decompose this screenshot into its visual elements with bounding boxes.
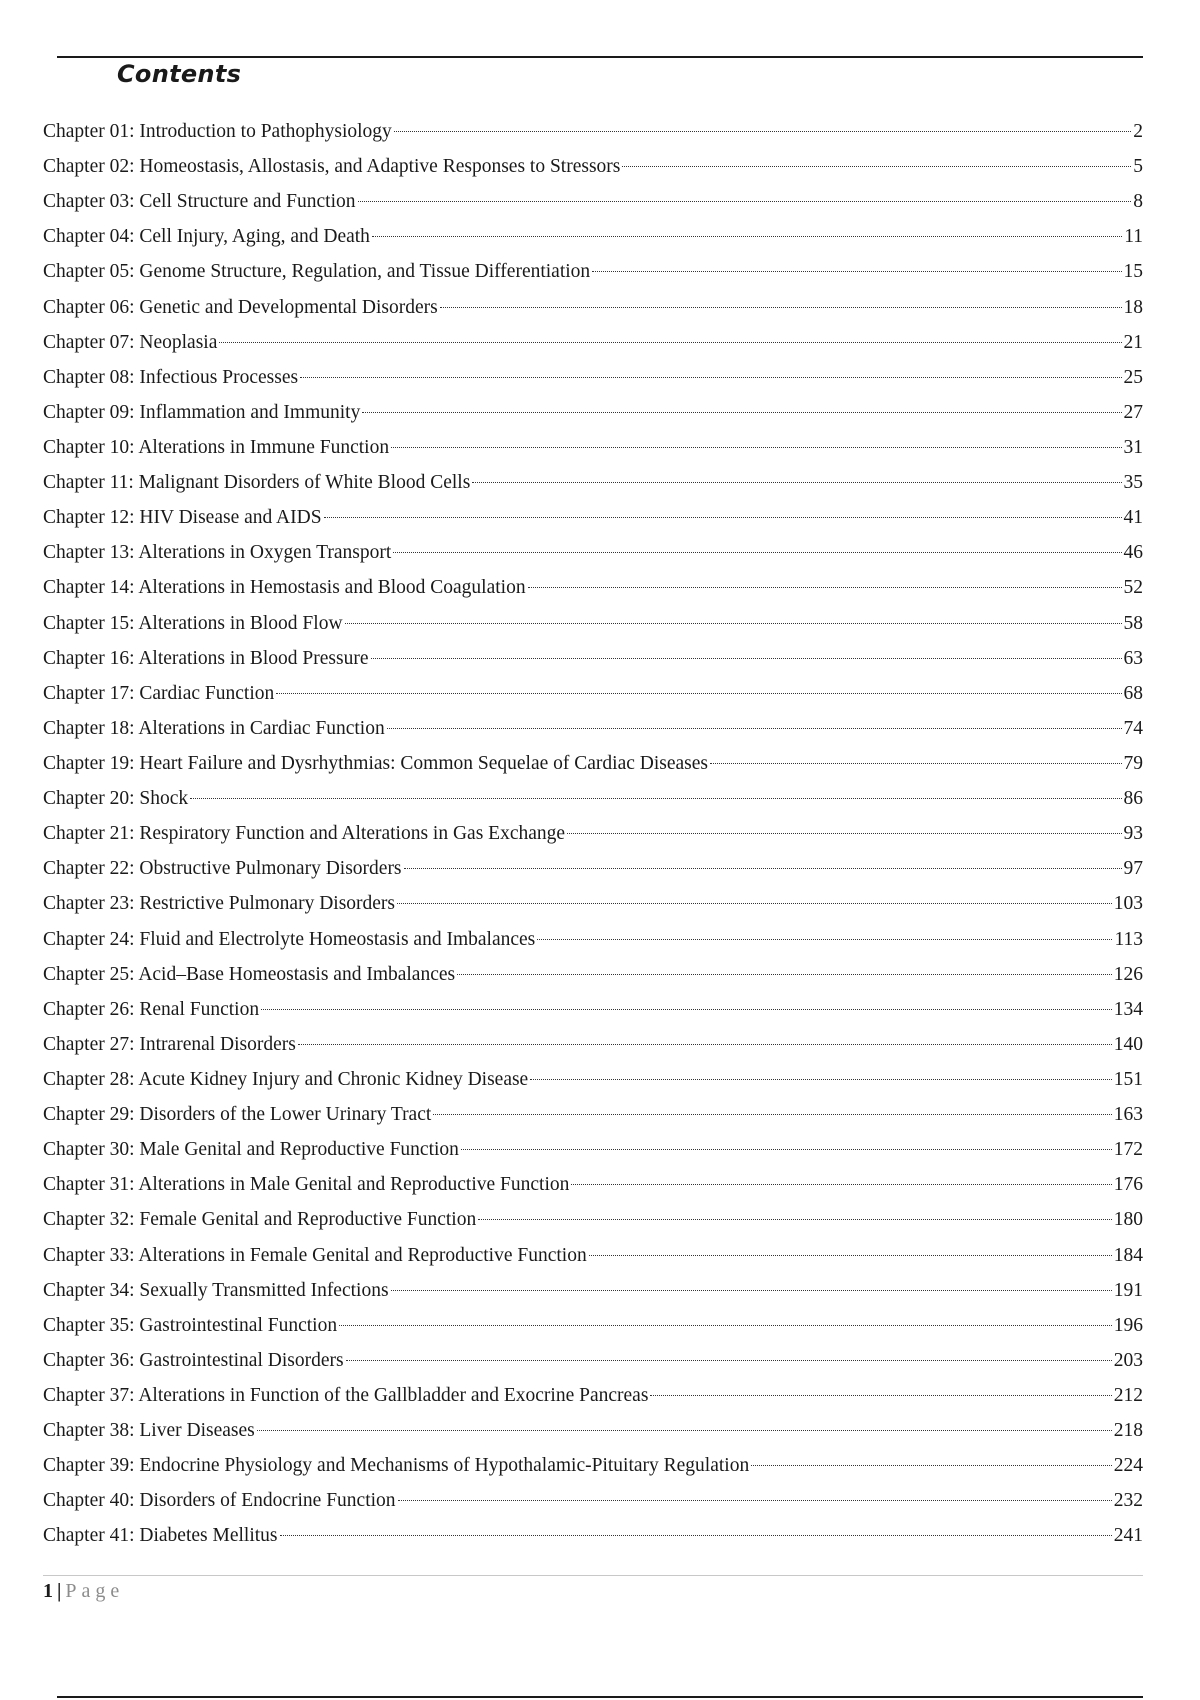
toc-entry-title: Chapter 21: Respiratory Function and Alterations in Gas Exchange	[43, 823, 566, 845]
toc-entry-page: 180	[1113, 1209, 1143, 1231]
toc-entry[interactable]	[43, 957, 1143, 992]
toc-entry-page: 41	[1123, 507, 1143, 529]
toc-entry[interactable]	[43, 1238, 1143, 1273]
toc-entry[interactable]	[43, 1378, 1143, 1413]
dot-leader	[280, 1535, 1112, 1536]
table-of-contents	[43, 114, 1143, 1553]
toc-entry-title: Chapter 19: Heart Failure and Dysrhythmias: Common Sequelae of Cardiac Diseases	[43, 752, 708, 774]
page-number: 1	[43, 1580, 53, 1602]
dot-leader	[433, 1114, 1111, 1115]
toc-entry[interactable]	[43, 1132, 1143, 1167]
dot-leader	[457, 974, 1112, 975]
toc-entry-page: 184	[1113, 1244, 1143, 1266]
toc-entry[interactable]	[43, 1273, 1143, 1308]
toc-entry-page: 8	[1133, 191, 1143, 213]
toc-entry[interactable]	[43, 1413, 1143, 1448]
toc-entry-title: Chapter 40: Disorders of Endocrine Function	[43, 1490, 396, 1512]
toc-entry-page: 58	[1123, 612, 1143, 634]
toc-entry-page: 68	[1123, 682, 1143, 704]
dot-leader	[261, 1009, 1112, 1010]
footer-separator: |	[57, 1580, 62, 1602]
toc-entry-page: 103	[1113, 893, 1143, 915]
toc-entry[interactable]	[43, 781, 1143, 816]
dot-leader	[393, 552, 1121, 553]
toc-entry-page: 212	[1113, 1384, 1143, 1406]
dot-leader	[371, 658, 1122, 659]
dot-leader	[710, 763, 1122, 764]
dot-leader	[257, 1430, 1112, 1431]
dot-leader	[567, 833, 1121, 834]
toc-entry-title: Chapter 11: Malignant Disorders of White Blood Cells	[43, 472, 471, 494]
dot-leader	[362, 412, 1121, 413]
toc-entry-page: 163	[1113, 1104, 1143, 1126]
toc-entry-title: Chapter 26: Renal Function	[43, 998, 260, 1020]
toc-entry[interactable]	[43, 746, 1143, 781]
page-label: Page	[65, 1580, 125, 1602]
dot-leader	[589, 1255, 1112, 1256]
toc-entry-page: 203	[1113, 1349, 1143, 1371]
toc-entry-page: 113	[1114, 928, 1143, 950]
dot-leader	[751, 1465, 1112, 1466]
toc-entry[interactable]	[43, 922, 1143, 957]
dot-leader	[530, 1079, 1112, 1080]
toc-entry-title: Chapter 18: Alterations in Cardiac Function	[43, 717, 385, 739]
toc-entry-page: 218	[1113, 1420, 1143, 1442]
toc-entry[interactable]	[43, 676, 1143, 711]
dot-leader	[358, 201, 1132, 202]
toc-entry-page: 172	[1113, 1139, 1143, 1161]
toc-entry-title: Chapter 17: Cardiac Function	[43, 682, 275, 704]
toc-entry[interactable]	[43, 1062, 1143, 1097]
toc-entry-page: 126	[1113, 963, 1143, 985]
toc-entry-title: Chapter 32: Female Genital and Reproductive Function	[43, 1209, 477, 1231]
toc-entry[interactable]	[43, 992, 1143, 1027]
toc-entry-page: 11	[1124, 226, 1143, 248]
dot-leader	[190, 798, 1121, 799]
toc-entry-page: 196	[1113, 1314, 1143, 1336]
toc-entry[interactable]	[43, 395, 1143, 430]
dot-leader	[461, 1149, 1112, 1150]
dot-leader	[394, 131, 1131, 132]
dot-leader	[478, 1219, 1112, 1220]
toc-entry[interactable]	[43, 1027, 1143, 1062]
dot-leader	[300, 377, 1121, 378]
dot-leader	[219, 342, 1121, 343]
dot-leader	[346, 1360, 1112, 1361]
dot-leader	[398, 1500, 1112, 1501]
toc-entry-page: 46	[1123, 542, 1143, 564]
toc-entry[interactable]	[43, 641, 1143, 676]
dot-leader	[391, 447, 1121, 448]
toc-entry-title: Chapter 02: Homeostasis, Allostasis, and Adaptive Responses to Stressors	[43, 156, 621, 178]
bottom-rule	[57, 1696, 1143, 1698]
toc-entry-title: Chapter 37: Alterations in Function of the Gallbladder and Exocrine Pancreas	[43, 1384, 649, 1406]
toc-entry-title: Chapter 39: Endocrine Physiology and Mechanisms of Hypothalamic-Pituitary Regulation	[43, 1455, 750, 1477]
toc-entry[interactable]	[43, 886, 1143, 921]
toc-entry-title: Chapter 07: Neoplasia	[43, 331, 218, 353]
toc-entry[interactable]	[43, 816, 1143, 851]
toc-entry[interactable]	[43, 500, 1143, 535]
toc-entry-page: 15	[1123, 261, 1143, 283]
toc-entry-title: Chapter 41: Diabetes Mellitus	[43, 1525, 278, 1547]
toc-entry-title: Chapter 16: Alterations in Blood Pressure	[43, 647, 369, 669]
toc-entry-page: 35	[1123, 472, 1143, 494]
page-title: Contents	[117, 60, 242, 88]
toc-entry-page: 79	[1123, 752, 1143, 774]
toc-entry-page: 134	[1113, 998, 1143, 1020]
toc-entry-title: Chapter 01: Introduction to Pathophysiology	[43, 121, 392, 142]
toc-entry-page: 191	[1113, 1279, 1143, 1301]
toc-entry-page: 18	[1123, 296, 1143, 318]
toc-entry[interactable]	[43, 1202, 1143, 1237]
dot-leader	[298, 1044, 1112, 1045]
toc-entry-title: Chapter 15: Alterations in Blood Flow	[43, 612, 343, 634]
toc-entry-title: Chapter 36: Gastrointestinal Disorders	[43, 1349, 344, 1371]
page-footer	[43, 1578, 124, 1604]
toc-entry-page: 224	[1113, 1455, 1143, 1477]
toc-entry-title: Chapter 03: Cell Structure and Function	[43, 191, 356, 213]
toc-entry[interactable]	[43, 1483, 1143, 1518]
toc-entry[interactable]	[43, 254, 1143, 289]
toc-entry-title: Chapter 34: Sexually Transmitted Infections	[43, 1279, 389, 1301]
toc-entry-page: 176	[1113, 1174, 1143, 1196]
toc-entry-page: 151	[1113, 1068, 1143, 1090]
dot-leader	[592, 271, 1121, 272]
dot-leader	[345, 623, 1122, 624]
toc-entry-page: 25	[1123, 366, 1143, 388]
toc-entry-title: Chapter 33: Alterations in Female Genital and Reproductive Function	[43, 1244, 587, 1266]
dot-leader	[276, 693, 1121, 694]
toc-entry[interactable]	[43, 465, 1143, 500]
dot-leader	[472, 482, 1121, 483]
header-rule	[57, 56, 1143, 58]
toc-entry[interactable]	[43, 1308, 1143, 1343]
toc-entry[interactable]	[43, 219, 1143, 254]
toc-entry[interactable]	[43, 1167, 1143, 1202]
dot-leader	[339, 1325, 1112, 1326]
toc-entry-title: Chapter 22: Obstructive Pulmonary Disorders	[43, 858, 402, 880]
toc-entry-title: Chapter 24: Fluid and Electrolyte Homeostasis and Imbalances	[43, 928, 536, 950]
toc-entry-page: 31	[1123, 436, 1143, 458]
toc-entry-title: Chapter 35: Gastrointestinal Function	[43, 1314, 338, 1336]
dot-leader	[387, 728, 1122, 729]
toc-entry[interactable]	[43, 606, 1143, 641]
toc-entry-page: 21	[1123, 331, 1143, 353]
dot-leader	[397, 903, 1112, 904]
toc-entry-title: Chapter 20: Shock	[43, 788, 189, 810]
dot-leader	[650, 1395, 1111, 1396]
toc-entry[interactable]	[43, 1097, 1143, 1132]
toc-entry[interactable]	[43, 711, 1143, 746]
toc-entry-title: Chapter 25: Acid–Base Homeostasis and Imbalances	[43, 963, 456, 985]
toc-entry-page: 232	[1113, 1490, 1143, 1512]
dot-leader	[404, 868, 1122, 869]
dot-leader	[324, 517, 1122, 518]
dot-leader	[391, 1290, 1112, 1291]
toc-entry-page: 97	[1123, 858, 1143, 880]
toc-entry-title: Chapter 27: Intrarenal Disorders	[43, 1033, 296, 1055]
toc-entry[interactable]	[43, 1343, 1143, 1378]
toc-entry-page: 74	[1123, 717, 1143, 739]
toc-entry-title: Chapter 05: Genome Structure, Regulation, and Tissue Differentiation	[43, 261, 591, 283]
dot-leader	[528, 587, 1122, 588]
toc-entry-page: 86	[1123, 788, 1143, 810]
toc-entry-page: 63	[1123, 647, 1143, 669]
footer-rule	[43, 1575, 1143, 1576]
dot-leader	[537, 939, 1112, 940]
toc-entry[interactable]	[43, 184, 1143, 219]
toc-entry-page: 2	[1133, 121, 1143, 142]
toc-entry-title: Chapter 09: Inflammation and Immunity	[43, 401, 361, 423]
toc-entry-page: 52	[1123, 577, 1143, 599]
toc-entry-title: Chapter 08: Infectious Processes	[43, 366, 299, 388]
dot-leader	[622, 166, 1131, 167]
toc-entry[interactable]	[43, 325, 1143, 360]
toc-entry[interactable]	[43, 290, 1143, 325]
dot-leader	[571, 1184, 1111, 1185]
toc-entry-title: Chapter 14: Alterations in Hemostasis and Blood Coagulation	[43, 577, 526, 599]
toc-entry[interactable]	[43, 430, 1143, 465]
toc-entry-title: Chapter 12: HIV Disease and AIDS	[43, 507, 322, 529]
toc-entry-title: Chapter 30: Male Genital and Reproductive Function	[43, 1139, 459, 1161]
toc-entry[interactable]	[43, 360, 1143, 395]
toc-entry-title: Chapter 04: Cell Injury, Aging, and Death	[43, 226, 370, 248]
toc-entry-title: Chapter 29: Disorders of the Lower Urinary Tract	[43, 1104, 432, 1126]
toc-entry-title: Chapter 06: Genetic and Developmental Disorders	[43, 296, 438, 318]
toc-entry-page: 27	[1123, 401, 1143, 423]
toc-entry[interactable]	[43, 535, 1143, 570]
toc-entry[interactable]	[43, 1518, 1143, 1553]
toc-entry-title: Chapter 31: Alterations in Male Genital and Reproductive Function	[43, 1174, 570, 1196]
toc-entry-title: Chapter 38: Liver Diseases	[43, 1420, 255, 1442]
toc-entry-page: 93	[1123, 823, 1143, 845]
toc-entry[interactable]	[43, 149, 1143, 184]
toc-entry-title: Chapter 28: Acute Kidney Injury and Chronic Kidney Disease	[43, 1068, 529, 1090]
toc-entry[interactable]	[43, 570, 1143, 605]
toc-entry[interactable]	[43, 114, 1143, 149]
toc-entry-page: 5	[1133, 156, 1143, 178]
dot-leader	[440, 307, 1122, 308]
toc-entry[interactable]	[43, 851, 1143, 886]
toc-entry-page: 140	[1113, 1033, 1143, 1055]
toc-entry-title: Chapter 23: Restrictive Pulmonary Disorders	[43, 893, 396, 915]
toc-entry-title: Chapter 10: Alterations in Immune Function	[43, 436, 390, 458]
toc-entry[interactable]	[43, 1448, 1143, 1483]
dot-leader	[372, 236, 1122, 237]
toc-entry-title: Chapter 13: Alterations in Oxygen Transport	[43, 542, 392, 564]
toc-entry-page: 241	[1113, 1525, 1143, 1547]
